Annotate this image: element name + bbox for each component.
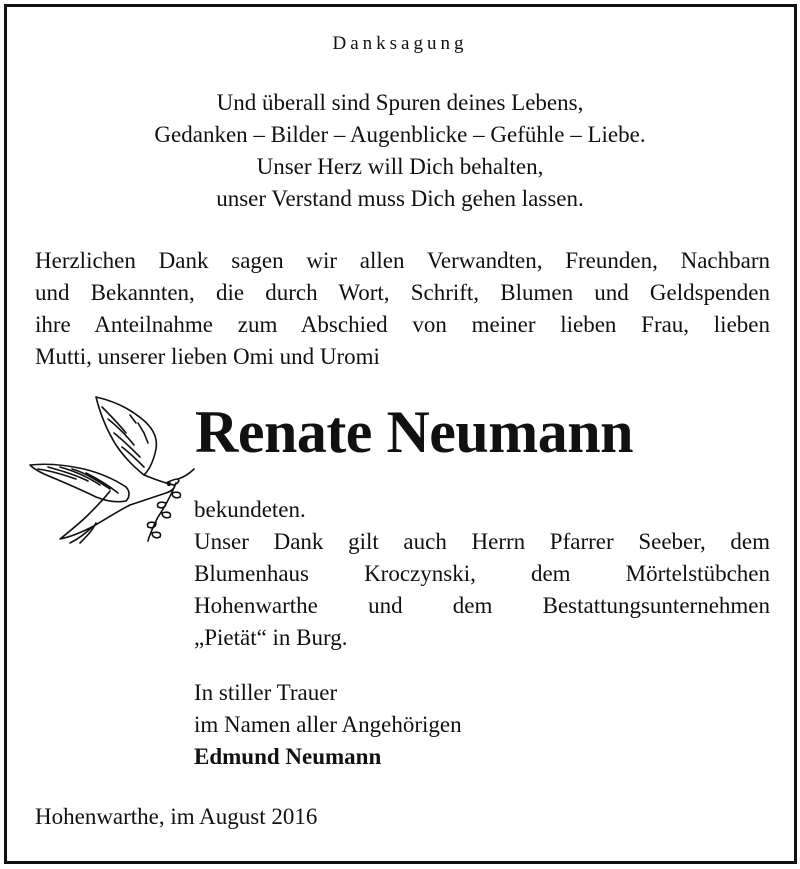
thanks-line: bekundeten. [194, 497, 306, 522]
intro-line: und Bekannten, die durch Wort, Schrift, Blumen und Geldspenden [35, 280, 770, 305]
intro-paragraph [35, 245, 770, 373]
place-and-date: Hohenwarthe, im August 2016 [35, 804, 318, 829]
poem-line: Gedanken – Bilder – Augenblicke – Gefühle – Liebe. [154, 122, 646, 147]
intro-line: ihre Anteilnahme zum Abschied von meiner lieben Frau, lieben [35, 312, 770, 337]
closing-line: im Namen aller Angehörigen [194, 712, 462, 737]
dove-with-olive-branch-icon [26, 393, 196, 545]
intro-line: Mutti, unserer lieben Omi und Uromi [35, 344, 380, 369]
poem [0, 87, 800, 215]
intro-line: Herzlichen Dank sagen wir allen Verwandten, Freunden, Nachbarn [35, 248, 770, 273]
thanks-line: Blumenhaus Kroczynski, dem Mörtelstübchen [194, 561, 770, 586]
thanks-line: Unser Dank gilt auch Herrn Pfarrer Seeber, dem [194, 529, 770, 554]
notice-heading: Danksagung [332, 33, 468, 54]
poem-line: unser Verstand muss Dich gehen lassen. [216, 186, 584, 211]
poem-line: Unser Herz will Dich behalten, [256, 154, 544, 179]
poem-line: Und überall sind Spuren deines Lebens, [216, 90, 584, 115]
thanks-paragraph [194, 494, 770, 654]
deceased-name: Renate Neumann [195, 399, 633, 465]
closing-block [194, 677, 462, 773]
closing-line: In stiller Trauer [194, 680, 338, 705]
thanks-line: Hohenwarthe und dem Bestattungsunternehmen [194, 593, 770, 618]
signer-name: Edmund Neumann [194, 744, 382, 769]
thanks-line: „Pietät“ in Burg. [194, 625, 348, 650]
